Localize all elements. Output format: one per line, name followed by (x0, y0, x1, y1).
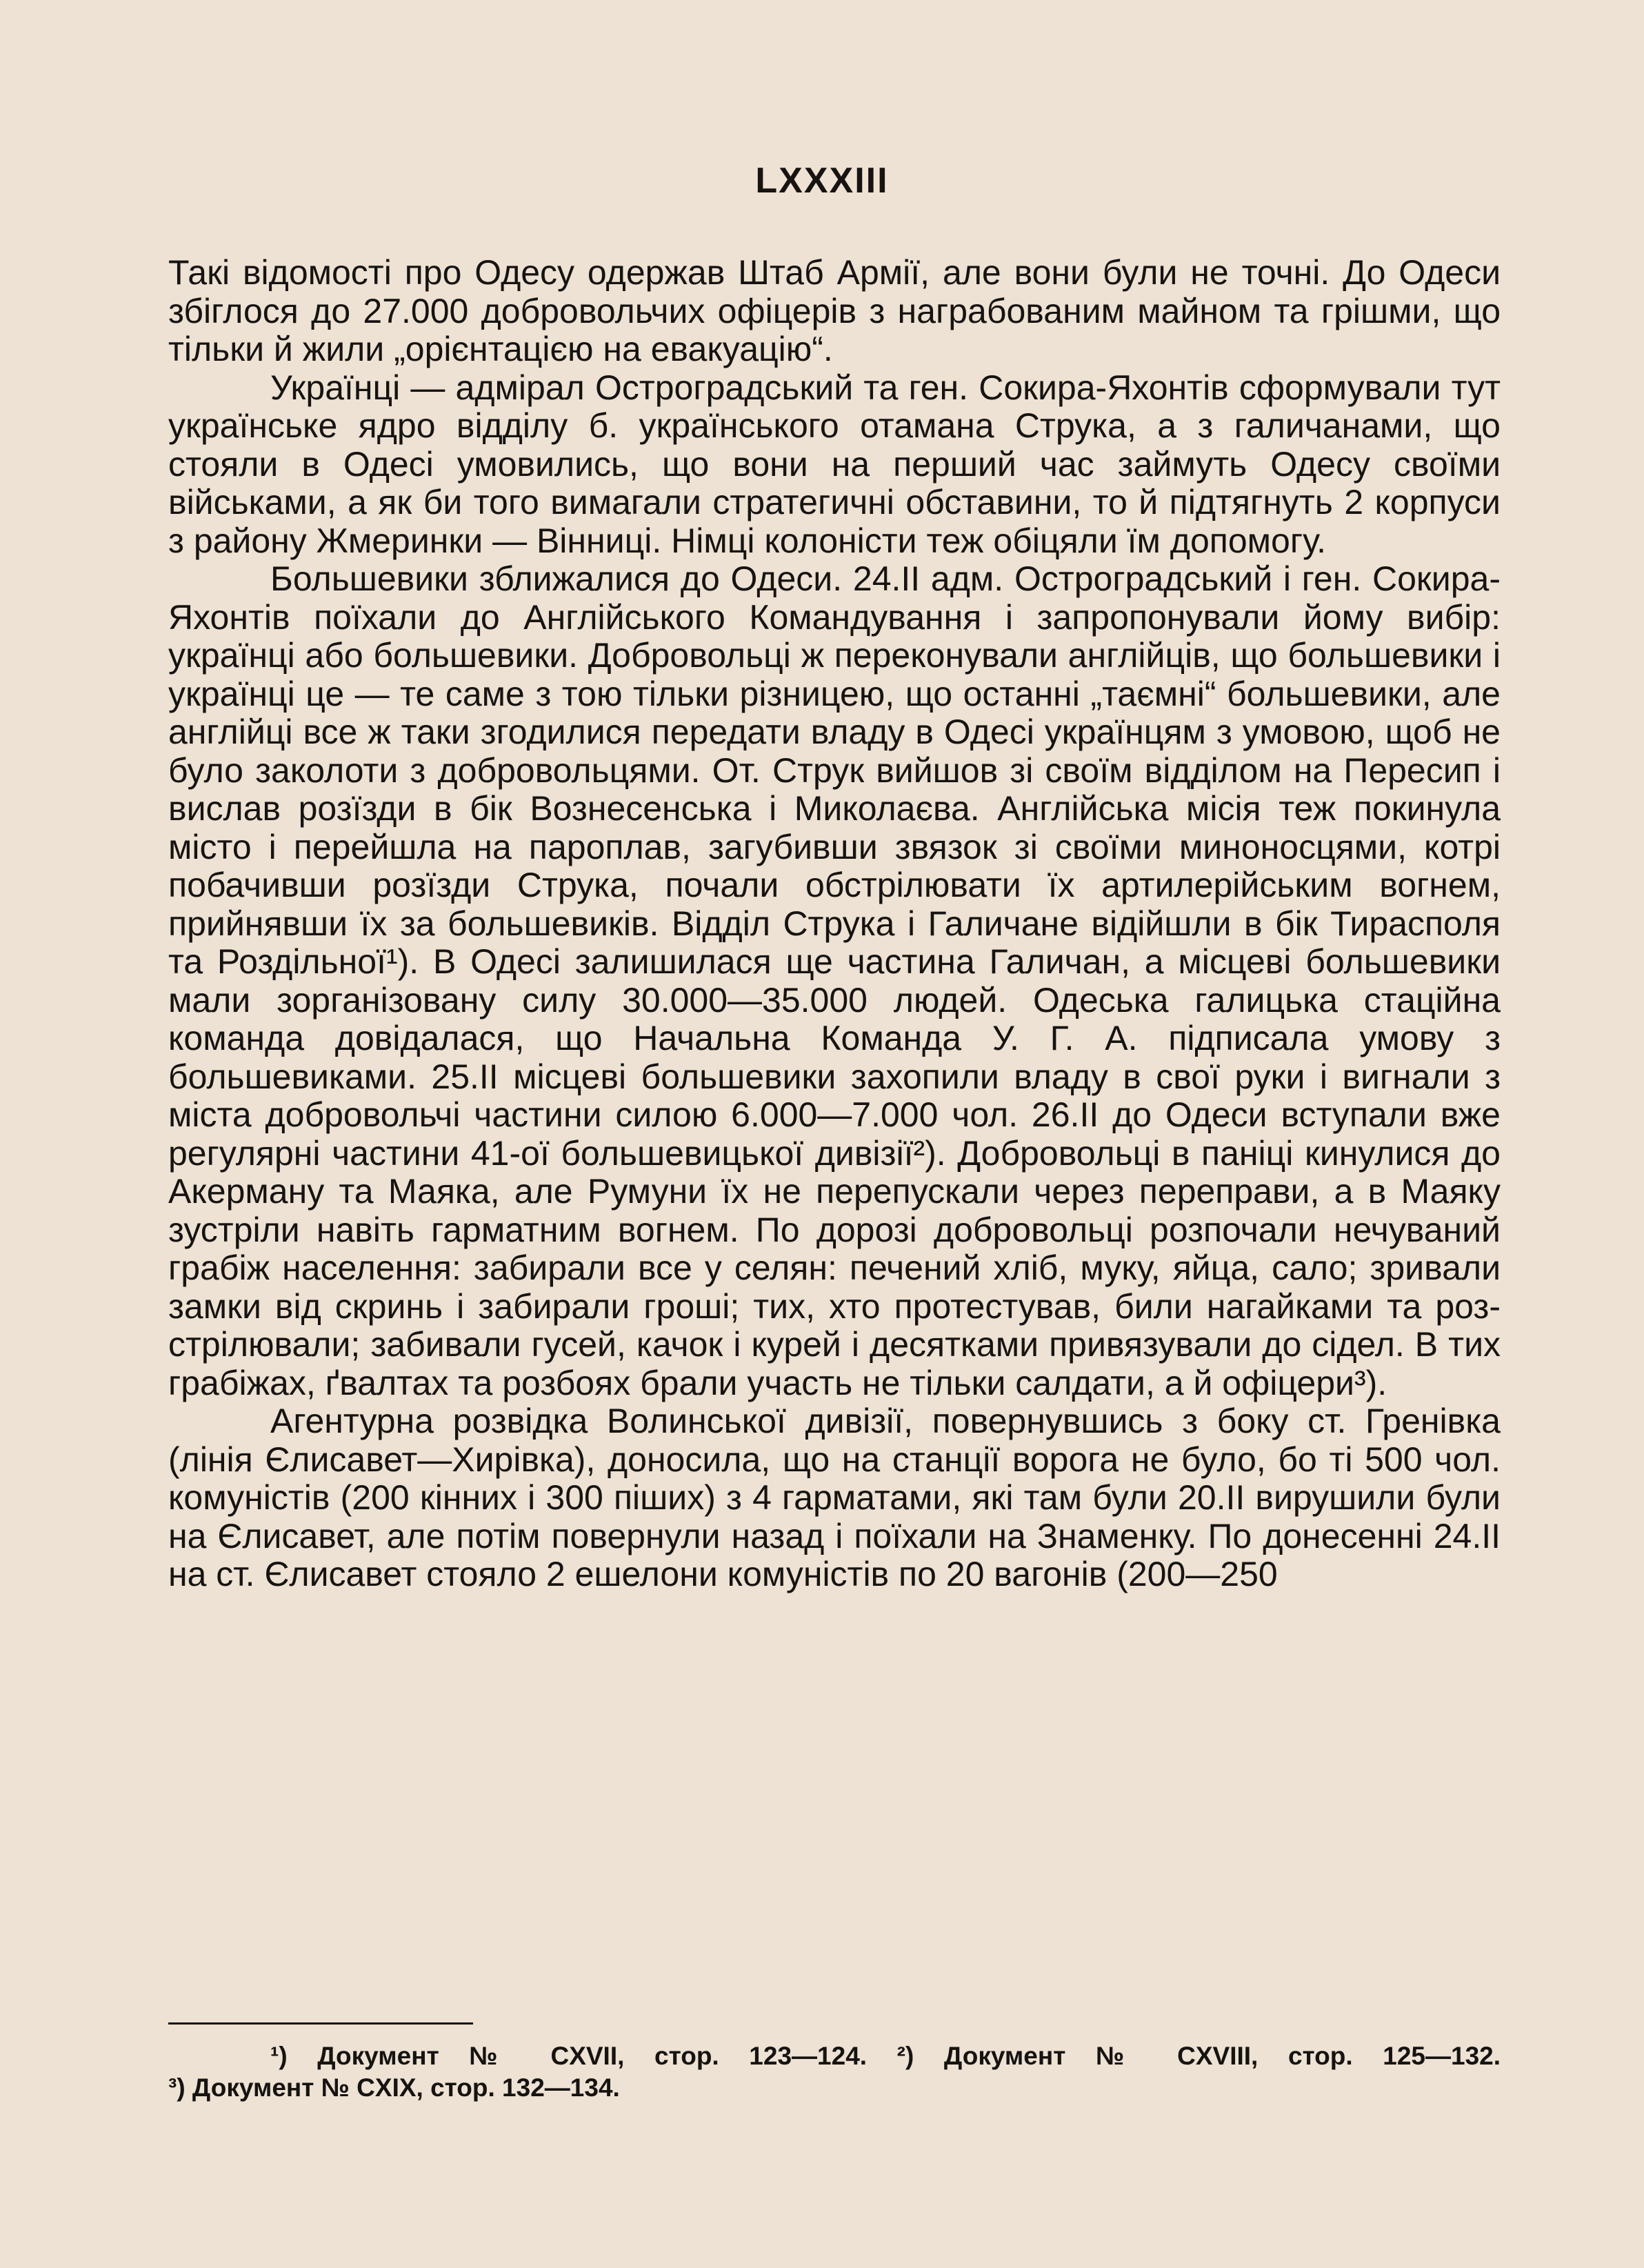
footnotes (168, 2040, 1501, 2104)
footnote-line: ³) Документ № CXIX, стор. 132—134. (168, 2073, 620, 2102)
footnote-divider (168, 2022, 473, 2025)
paragraph: Українці — адмірал Остроградський та ген. Сокира-Яхонтів сформували тут українське ядро відділу б. українського отамана Струка, а з галичанами, що стояли в Одесі умовились, що вони на перший час займуть Одесу своїми військами, а як би того вимагали стратегичні обставини, то й підтягнуть 2 корпуси з району Жмеринки — Вінниці. Німці колоністи теж обіцяли їм допомогу. (168, 368, 1501, 560)
footnote-line: ¹) Документ № CXVII, стор. 123—124. ²) Документ № CXVIII, стор. 125—132. (270, 2042, 1501, 2070)
paragraph: Такі відомості про Одесу одержав Штаб Армії, але вони були не точні. До Одеси збіглося до 27.000 добровольчих офіцерів з награбованим майном та грішми, що тільки й жили „орієнтацією на евакуацію“. (168, 253, 1501, 368)
paragraph: Агентурна розвідка Волинської дивізії, повернувшись з боку ст. Гренівка (лінія Єлисавет—Хирівка), доносила, що на станції ворога не було, бо ті 500 чол. комуністів (200 кінних і 300 піших) з 4 гарматами, які там були 20.II вирушили були на Єлисавет, але потім повернули назад і поїхали на Знаменку. По донесенні 24.II на ст. Єлисавет стояло 2 ешелони комуністів по 20 вагонів (200—250 (168, 1402, 1501, 1593)
body-text (168, 254, 1501, 1594)
paragraph: Большевики зближалися до Одеси. 24.II адм. Остроградський і ген. Сокира-Яхонтів поїхали до Англійського Командування і запропонували йому вибір: українці або большевики. Добровольці ж переконували англійців, що большевики і українці це — те саме з тою тільки різницею, що останні „таємні“ большевики, але англійці все ж таки згодилися передати владу в Одесі українцям з умовою, щоб не було заколоти з добровольцями. От. Струк вийшов зі своїм відділом на Пересип і вислав розїзди в бік Вознесенська і Миколаєва. Англійська місія теж покинула місто і перейшла на пароплав, загубивши звязок зі своїми миноносцями, котрі побачивши розїзди Струка, почали обстрілювати їх артилерійським вогнем, прийнявши їх за большевиків. Відділ Струка і Галичане відійшли в бік Тирасполя та Роздільної¹). В Одесі залишилася ще частина Галичан, а місцеві большевики мали зорганізовану силу 30.000—35.000 людей. Одеська галицька стаційна команда довідалася, що Начальна Команда У. Г. А. підписала умову з большевиками. 25.II місцеві большевики захопили владу в свої руки і вигнали з міста добровольчі частини силою 6.000—7.000 чол. 26.II до Одеси вступали вже регулярні частини 41-ої большевицької дивізії²). Добровольці в паніці кинулися до Акерману та Маяка, але Румуни їх не перепускали через переправи, а в Маяку зустріли навіть гарматним вогнем. По дорозі добровольці розпочали нечуваний грабіж населення: забирали все у селян: печений хліб, муку, яйца, сало; зривали замки від скринь і забирали гроші; тих, хто протестував, били нагайками та розстрілювали; забивали гусей, качок і курей і десятками привязували до сідел. В тих грабіжах, ґвалтах та розбоях брали участь не тільки салдати, а й офіцери³). (168, 559, 1501, 1402)
page-number: LXXXIII (755, 161, 889, 201)
